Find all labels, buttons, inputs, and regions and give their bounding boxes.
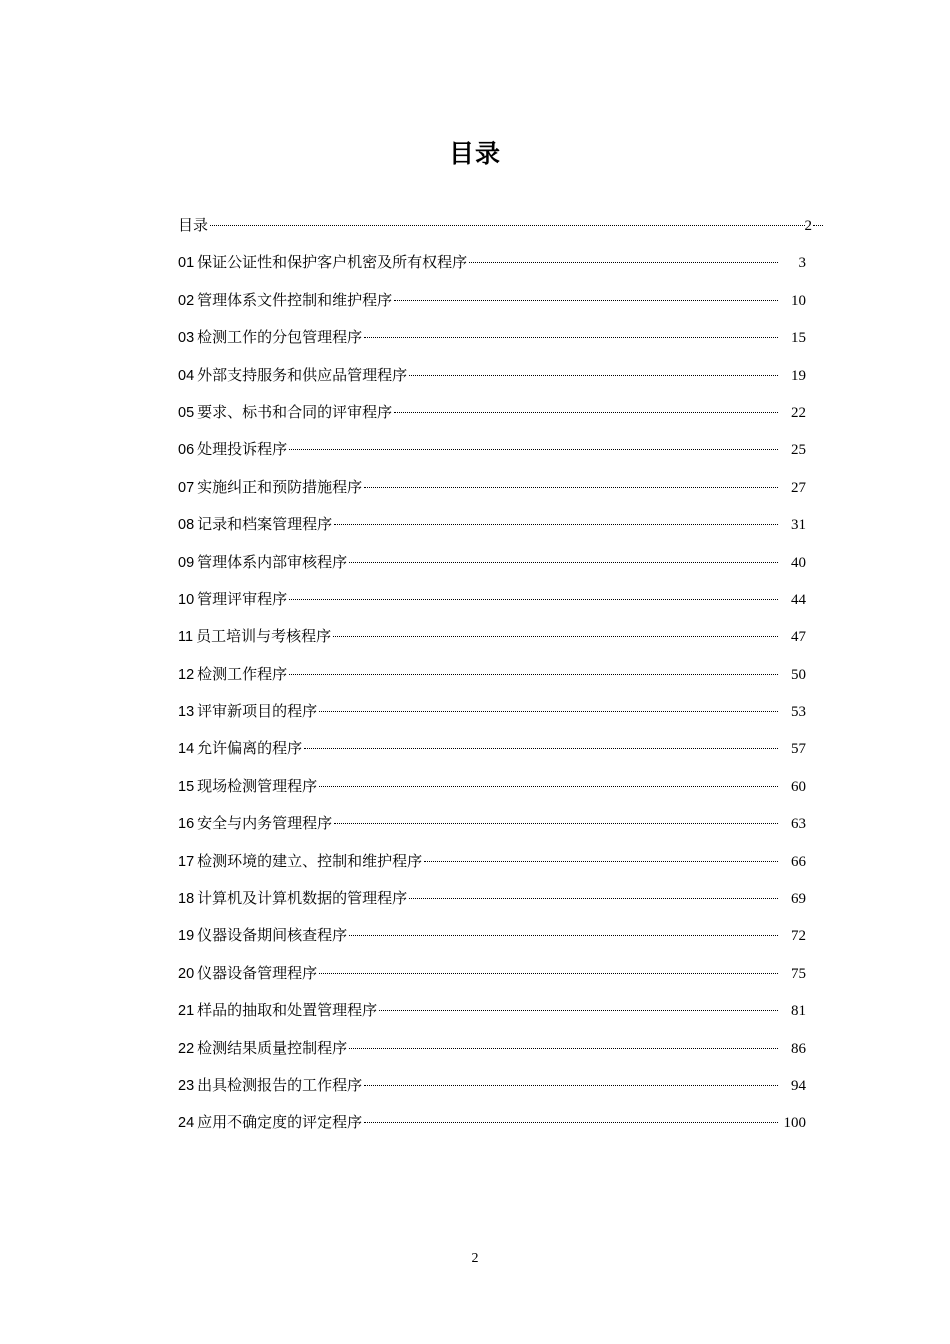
toc-dot-leader [364,1122,778,1123]
toc-entry-page: 47 [791,629,806,646]
toc-entry-number: 06 [178,442,195,459]
toc-entry[interactable] [178,244,823,281]
toc-entry-page: 63 [791,816,806,833]
toc-entry[interactable] [178,656,823,693]
toc-entry-title: 要求、标书和合同的评审程序 [197,402,393,421]
toc-dot-leader [333,636,778,637]
toc-entry-title: 管理体系内部审核程序 [197,552,348,571]
toc-entry-title: 管理评审程序 [197,589,288,608]
toc-entry[interactable] [178,992,823,1029]
toc-entry[interactable] [178,506,823,543]
toc-dot-leader [349,1048,778,1049]
toc-entry-number: 01 [178,255,195,272]
toc-entry-title: 仪器设备管理程序 [197,963,318,982]
toc-entry-title: 外部支持服务和供应品管理程序 [197,365,408,384]
toc-entry-page: 72 [791,928,806,945]
toc-entry[interactable] [178,469,823,506]
toc-entry[interactable] [178,394,823,431]
toc-entry[interactable] [178,319,823,356]
toc-entry-page: 2 [804,218,812,234]
toc-entry-number: 04 [178,367,195,384]
toc-dot-leader [469,262,778,263]
toc-entry-number: 24 [178,1115,195,1132]
toc-entry-page: 53 [791,704,806,721]
toc-entry-title: 实施纠正和预防措施程序 [197,477,363,496]
toc-entry-title: 员工培训与考核程序 [196,627,332,646]
toc-dot-leader [289,674,778,675]
toc-entry-page: 27 [791,479,806,496]
toc-entry-title: 记录和档案管理程序 [197,515,333,534]
toc-entry-page: 44 [791,591,806,608]
toc-dot-leader [304,748,778,749]
toc-entry-page: 25 [791,442,806,459]
toc-entry-number: 23 [178,1077,195,1094]
toc-dot-leader [334,524,778,525]
toc-dot-leader [364,337,778,338]
toc-entry-title: 处理投诉程序 [197,440,288,459]
toc-entry-page: 10 [791,292,806,309]
toc-entry-number: 03 [178,330,195,347]
toc-entry-title: 保证公证性和保护客户机密及所有权程序 [197,253,468,272]
toc-entry-number: 02 [178,292,195,309]
toc-entry-title: 检测工作程序 [197,664,288,683]
toc-dot-leader [349,935,778,936]
toc-dot-leader [334,823,778,824]
toc-entry[interactable] [178,843,823,880]
toc-entry-page: 57 [791,741,806,758]
toc-entry[interactable] [178,693,823,730]
toc-entry-page: 40 [791,554,806,571]
toc-dot-leader [289,599,778,600]
table-of-contents [178,207,823,1142]
toc-dot-leader [364,1085,778,1086]
toc-entry-number: 16 [178,816,195,833]
toc-entry-number: 08 [178,517,195,534]
toc-entry-number: 17 [178,853,195,870]
toc-entry-title: 管理体系文件控制和维护程序 [197,290,393,309]
toc-dot-leader [210,225,804,226]
toc-entry-page: 94 [791,1077,806,1094]
toc-entry-page: 66 [791,853,806,870]
toc-entry-page: 31 [791,517,806,534]
toc-entry-title: 检测环境的建立、控制和维护程序 [197,851,423,870]
toc-entry-number: 13 [178,704,195,721]
toc-entry-title: 仪器设备期间核查程序 [197,926,348,945]
toc-entry-number: 22 [178,1040,195,1057]
toc-entry-number: 19 [178,928,195,945]
page-title: 目录 [448,139,501,168]
toc-entry[interactable] [178,618,823,655]
toc-dot-leader-trail [813,225,823,226]
toc-entry-title: 计算机及计算机数据的管理程序 [197,889,408,908]
toc-entry[interactable] [178,768,823,805]
toc-entry[interactable] [178,207,823,244]
toc-entry[interactable] [178,1067,823,1104]
toc-dot-leader [424,861,778,862]
toc-dot-leader [394,300,778,301]
toc-entry-title: 评审新项目的程序 [197,702,318,721]
toc-entry-number: 18 [178,891,195,908]
toc-entry-page: 3 [798,255,806,272]
toc-dot-leader [379,1010,778,1011]
toc-entry-title: 目录 [178,216,209,234]
toc-entry-page: 100 [783,1115,806,1132]
toc-entry-page: 69 [791,891,806,908]
toc-entry[interactable] [178,805,823,842]
toc-entry-title: 现场检测管理程序 [197,776,318,795]
toc-entry-page: 22 [791,404,806,421]
toc-entry-title: 安全与内务管理程序 [197,814,333,833]
toc-entry[interactable] [178,431,823,468]
toc-dot-leader [319,973,778,974]
toc-dot-leader [409,898,778,899]
toc-dot-leader [319,711,778,712]
toc-entry-number: 21 [178,1003,195,1020]
toc-entry-number: 05 [178,404,195,421]
toc-entry-page: 81 [791,1003,806,1020]
toc-entry-number: 15 [178,778,195,795]
toc-entry[interactable] [178,544,823,581]
toc-entry[interactable] [178,880,823,917]
toc-dot-leader [364,487,778,488]
toc-entry-number: 07 [178,479,195,496]
toc-entry-number: 09 [178,554,195,571]
toc-entry-title: 样品的抽取和处置管理程序 [197,1001,378,1020]
toc-entry-title: 出具检测报告的工作程序 [197,1075,363,1094]
toc-entry[interactable] [178,917,823,954]
toc-entry[interactable] [178,730,823,767]
toc-entry-page: 86 [791,1040,806,1057]
toc-dot-leader [319,786,778,787]
toc-dot-leader [409,375,778,376]
toc-entry-number: 11 [178,629,194,646]
toc-dot-leader [289,449,778,450]
toc-entry[interactable] [178,955,823,992]
toc-entry-number: 14 [178,741,195,758]
page-number: 2 [471,1251,479,1266]
toc-entry[interactable] [178,1104,823,1141]
toc-dot-leader [349,562,778,563]
toc-entry-title: 应用不确定度的评定程序 [197,1113,363,1132]
toc-entry[interactable] [178,282,823,319]
toc-entry[interactable] [178,357,823,394]
toc-entry-page: 50 [791,666,806,683]
toc-entry[interactable] [178,581,823,618]
toc-entry-title: 检测工作的分包管理程序 [197,328,363,347]
toc-entry-number: 12 [178,666,195,683]
toc-entry-page: 15 [791,330,806,347]
toc-entry-page: 19 [791,367,806,384]
toc-entry-page: 75 [791,965,806,982]
toc-entry-number: 10 [178,591,195,608]
toc-entry-title: 允许偏离的程序 [197,739,303,758]
toc-dot-leader [394,412,778,413]
toc-entry-page: 60 [791,778,806,795]
toc-entry-title: 检测结果质量控制程序 [197,1038,348,1057]
toc-entry-number: 20 [178,965,195,982]
toc-entry[interactable] [178,1030,823,1067]
